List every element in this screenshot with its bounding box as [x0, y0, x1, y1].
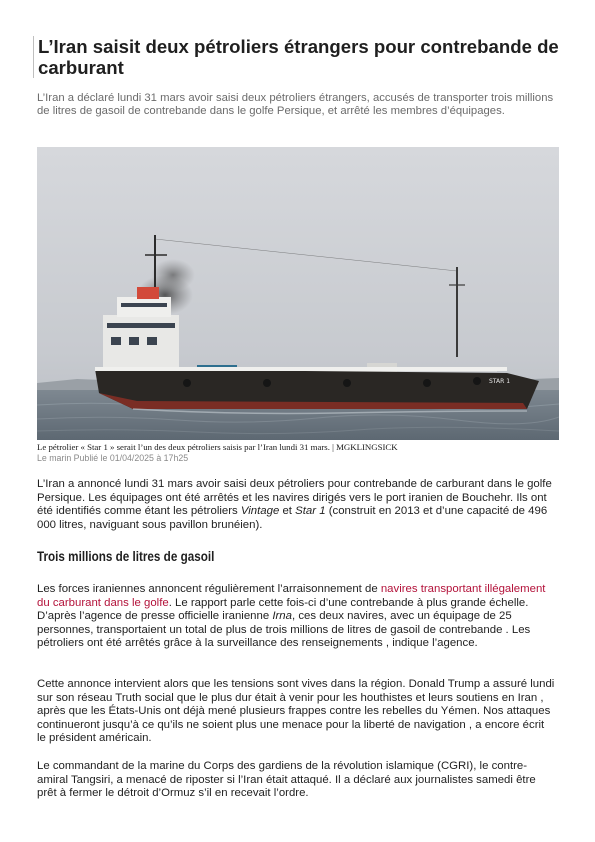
paragraph-1 [37, 478, 555, 532]
article-standfirst: L’Iran a déclaré lundi 31 mars avoir saisi deux pétroliers étrangers, accusés de transporter trois millions de litres de gasoil de contrebande dans le golfe Persique, et arrêté les membres d’équipages. [37, 92, 554, 118]
paragraph-1-text-a: L’Iran a annoncé lundi 31 mars avoir saisi deux pétroliers pour contrebande de carburant dans le golfe Persique. Les équipages ont été arrêtés et les navires dirigés vers le port iranien de Bouchehr. Ils ont été identifiés comme étant les pétroliers [37, 478, 552, 517]
paragraph-2-text-d: , ces deux navires, avec un équipage de 25 personnes, transportaient un total de plus de trois millions de litres de gasoil de contrebande . Les pétroliers ont été arrêtés grâce à la surveillance des renseignements , indique l’agence. [37, 610, 531, 649]
ship-name-vintage: Vintage [240, 505, 280, 517]
article-title: L’Iran saisit deux pétroliers étrangers pour contrebande de carburant [33, 36, 566, 78]
paragraph-2 [37, 583, 555, 651]
article-byline: Le marin Publié le 01/04/2025 à 17h25 [37, 453, 189, 463]
paragraph-3: Cette annonce intervient alors que les tensions sont vives dans la région. Donald Trump a assuré lundi sur son réseau Truth social que le plus dur était à venir pour les houthistes et leurs soutiens en Iran , après que les États-Unis ont déjà mené plusieurs frappes contre les rebelles du Yémen. Nos attaques continueront jusqu’à ce qu’ils ne soient plus une menace pour la liberté de navigation , a encore écrit le président américain. [37, 678, 555, 744]
paragraph-1-text-e: (construit en 2013 et d’une capacité de 496 000 litres, naviguant sous pavillon brunéien). [37, 505, 548, 531]
photo-caption: Le pétrolier « Star 1 » serait l’un des deux pétroliers saisis par l’Iran lundi 31 mars. | MGKLINGSICK [37, 442, 398, 452]
section-heading: Trois millions de litres de gasoil [37, 549, 215, 564]
paragraph-2-text-a: Les forces iraniennes annoncent régulièrement l’arraisonnement de [37, 583, 381, 595]
tanker-ship-photo [37, 147, 559, 440]
ship-name-star1: Star 1 [295, 505, 326, 517]
article-inline-link[interactable]: navires transportant illégalement du carburant dans le golfe [37, 583, 546, 609]
paragraph-1-text-c: et [279, 505, 296, 517]
hull-name-text: STAR 1 [489, 378, 511, 385]
paragraph-4: Le commandant de la marine du Corps des gardiens de la révolution islamique (CGRI), le contre-amiral Tangsiri, a menacé de riposter si l’Iran était attaqué. Il a déclaré aux journalistes samedi être prêt à fermer le détroit d’Ormuz s’il en recevait l’ordre. [37, 760, 536, 799]
agency-name-irna: Irna [272, 610, 292, 622]
paragraph-2-text-b: . Le rapport parle cette fois-ci d’une contrebande à plus grande échelle. D’après l’agence de presse officielle iranienne [37, 596, 529, 622]
